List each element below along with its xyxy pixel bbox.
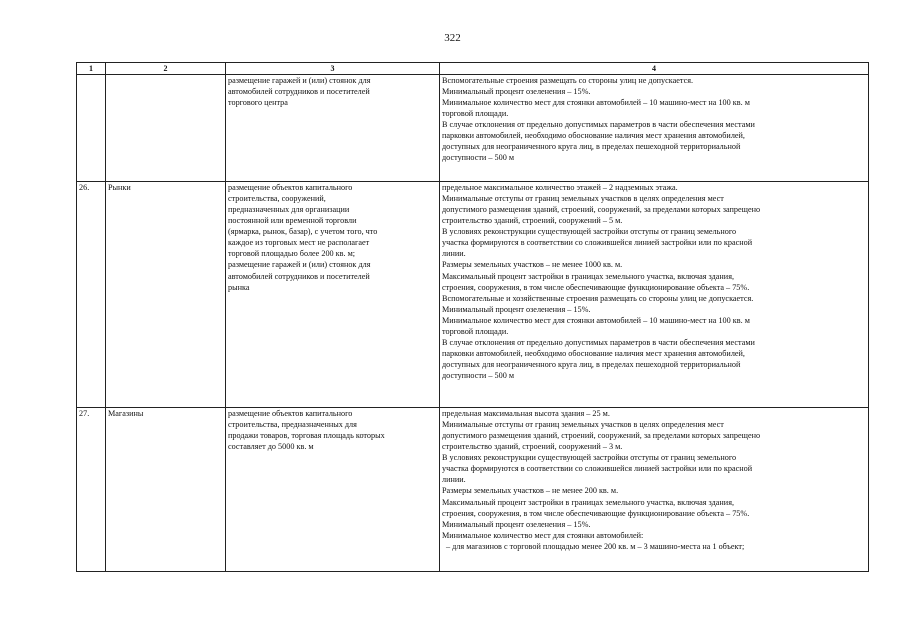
text-line: Минимальное количество мест для стоянки автомобилей – 10 машино-мест на 100 кв. м [442,98,750,108]
text-line: Минимальные отступы от границ земельных участков в целях определения мест [442,194,724,204]
text-line: допустимого размещения зданий, строений, сооружений, за пределами которых запрещено [442,205,761,215]
text-line: Минимальный процент озеленения – 15%. [442,304,591,314]
text-line: Минимальный процент озеленения – 15%. [442,519,591,529]
text-line: участка формируются в соответствии со сложившейся линией застройки или по красной [442,238,753,248]
text-line: участка формируются в соответствии со сложившейся линией застройки или по красной [442,464,753,474]
text-line: В условиях реконструкции существующей застройки отступы от границ земельного [442,227,737,237]
row-name-cell: Рынки [106,182,226,408]
row-number-cell [77,75,106,182]
text-line: Размеры земельных участков – не менее 1000 кв. м. [442,260,623,270]
text-line: торговой площадью более 200 кв. м; [228,249,356,259]
text-line: торговой площади. [442,109,509,119]
text-line: – для магазинов с торговой площадью менее 200 кв. м – 3 машино-места на 1 объект; [446,541,745,551]
text-line: автомобилей сотрудников и посетителей [228,271,370,281]
text-line: Минимальный процент озеленения – 15%. [442,87,591,97]
text-line: рынка [228,282,250,292]
table-header-row [77,63,869,75]
text-line: доступности – 500 м [442,153,515,163]
text-line: составляет до 5000 кв. м [228,442,314,452]
text-line: строения, сооружения, в том числе обеспечивающие функционирование объекта – 75%. [442,282,750,292]
text-line: Максимальный процент застройки в границах земельного участка, включая здания, [442,497,735,507]
text-line: линии. [442,249,466,259]
text-line: (ярмарка, рынок, базар), с учетом того, что [228,227,378,237]
text-line: торгового центра [228,98,288,108]
row-description-cell [226,408,440,572]
row-name-cell [106,75,226,182]
text-line: парковки автомобилей, необходимо обоснование наличия мест хранения автомобилей, [442,348,745,358]
text-line: доступности – 500 м [442,371,515,381]
row-number-cell: 26. [77,182,106,408]
table-row-27 [77,408,869,572]
text-line: размещение объектов капитального [228,409,353,418]
text-line: доступных для неограниченного круга лиц, в пределах пешеходной территориальной [442,142,741,152]
text-line: строительство зданий, строений, сооружений – 3 м. [442,442,623,452]
regulations-table [76,62,869,572]
text-line: Минимальное количество мест для стоянки автомобилей – 10 машино-мест на 100 кв. м [442,315,750,325]
header-col-4: 4 [440,63,869,75]
text-line: допустимого размещения зданий, строений, сооружений, за пределами которых запрещено [442,431,761,441]
text-line: Минимальное количество мест для стоянки автомобилей: [442,530,644,540]
text-line: размещение гаражей и (или) стоянок для [228,260,371,270]
text-line: В случае отклонения от предельно допустимых параметров в части обеспечения местами [442,120,755,130]
text-line: размещение гаражей и (или) стоянок для [228,76,371,85]
row-parameters-cell [440,408,869,572]
text-line: В случае отклонения от предельно допустимых параметров в части обеспечения местами [442,337,755,347]
text-line: каждое из торговых мест не располагает [228,238,370,248]
text-line: предельная максимальная высота здания – 25 м. [442,409,610,418]
text-line: парковки автомобилей, необходимо обоснование наличия мест хранения автомобилей, [442,131,745,141]
row-description-cell [226,182,440,408]
text-line: автомобилей сотрудников и посетителей [228,87,370,97]
header-col-3: 3 [226,63,440,75]
text-line: Вспомогательные и хозяйственные строения размещать со стороны улиц не допускается. [442,293,754,303]
text-line: строения, сооружения, в том числе обеспечивающие функционирование объекта – 75%. [442,508,750,518]
text-line: строительство зданий, строений, сооружений – 5 м. [442,216,623,226]
text-line: Размеры земельных участков – не менее 200 кв. м. [442,486,619,496]
text-line: Максимальный процент застройки в границах земельного участка, включая здания, [442,271,735,281]
text-line: размещение объектов капитального [228,183,353,192]
text-line: линии. [442,475,466,485]
table-row-26 [77,182,869,408]
page-number: 322 [444,32,461,44]
text-line: продажи товаров, торговая площадь которых [228,431,385,441]
row-parameters-cell [440,182,869,408]
text-line: Минимальные отступы от границ земельных участков в целях определения мест [442,420,724,430]
table-row-continued [77,75,869,182]
text-line: предназначенных для организации [228,205,350,215]
text-line: торговой площади. [442,326,509,336]
header-col-1: 1 [77,63,106,75]
row-name-cell: Магазины [106,408,226,572]
text-line: доступных для неограниченного круга лиц, в пределах пешеходной территориальной [442,360,741,369]
text-line: строительства, сооружений, [228,194,326,204]
row-description-cell [226,75,440,182]
row-parameters-cell [440,75,869,182]
text-line: предельное максимальное количество этажей – 2 надземных этажа. [442,183,678,192]
text-line: Вспомогательные строения размещать со стороны улиц не допускается. [442,76,694,85]
header-col-2: 2 [106,63,226,75]
row-number-cell: 27. [77,408,106,572]
text-line: В условиях реконструкции существующей застройки отступы от границ земельного [442,453,737,463]
text-line: строительства, предназначенных для [228,420,357,430]
text-line: постоянной или временной торговли [228,216,357,226]
